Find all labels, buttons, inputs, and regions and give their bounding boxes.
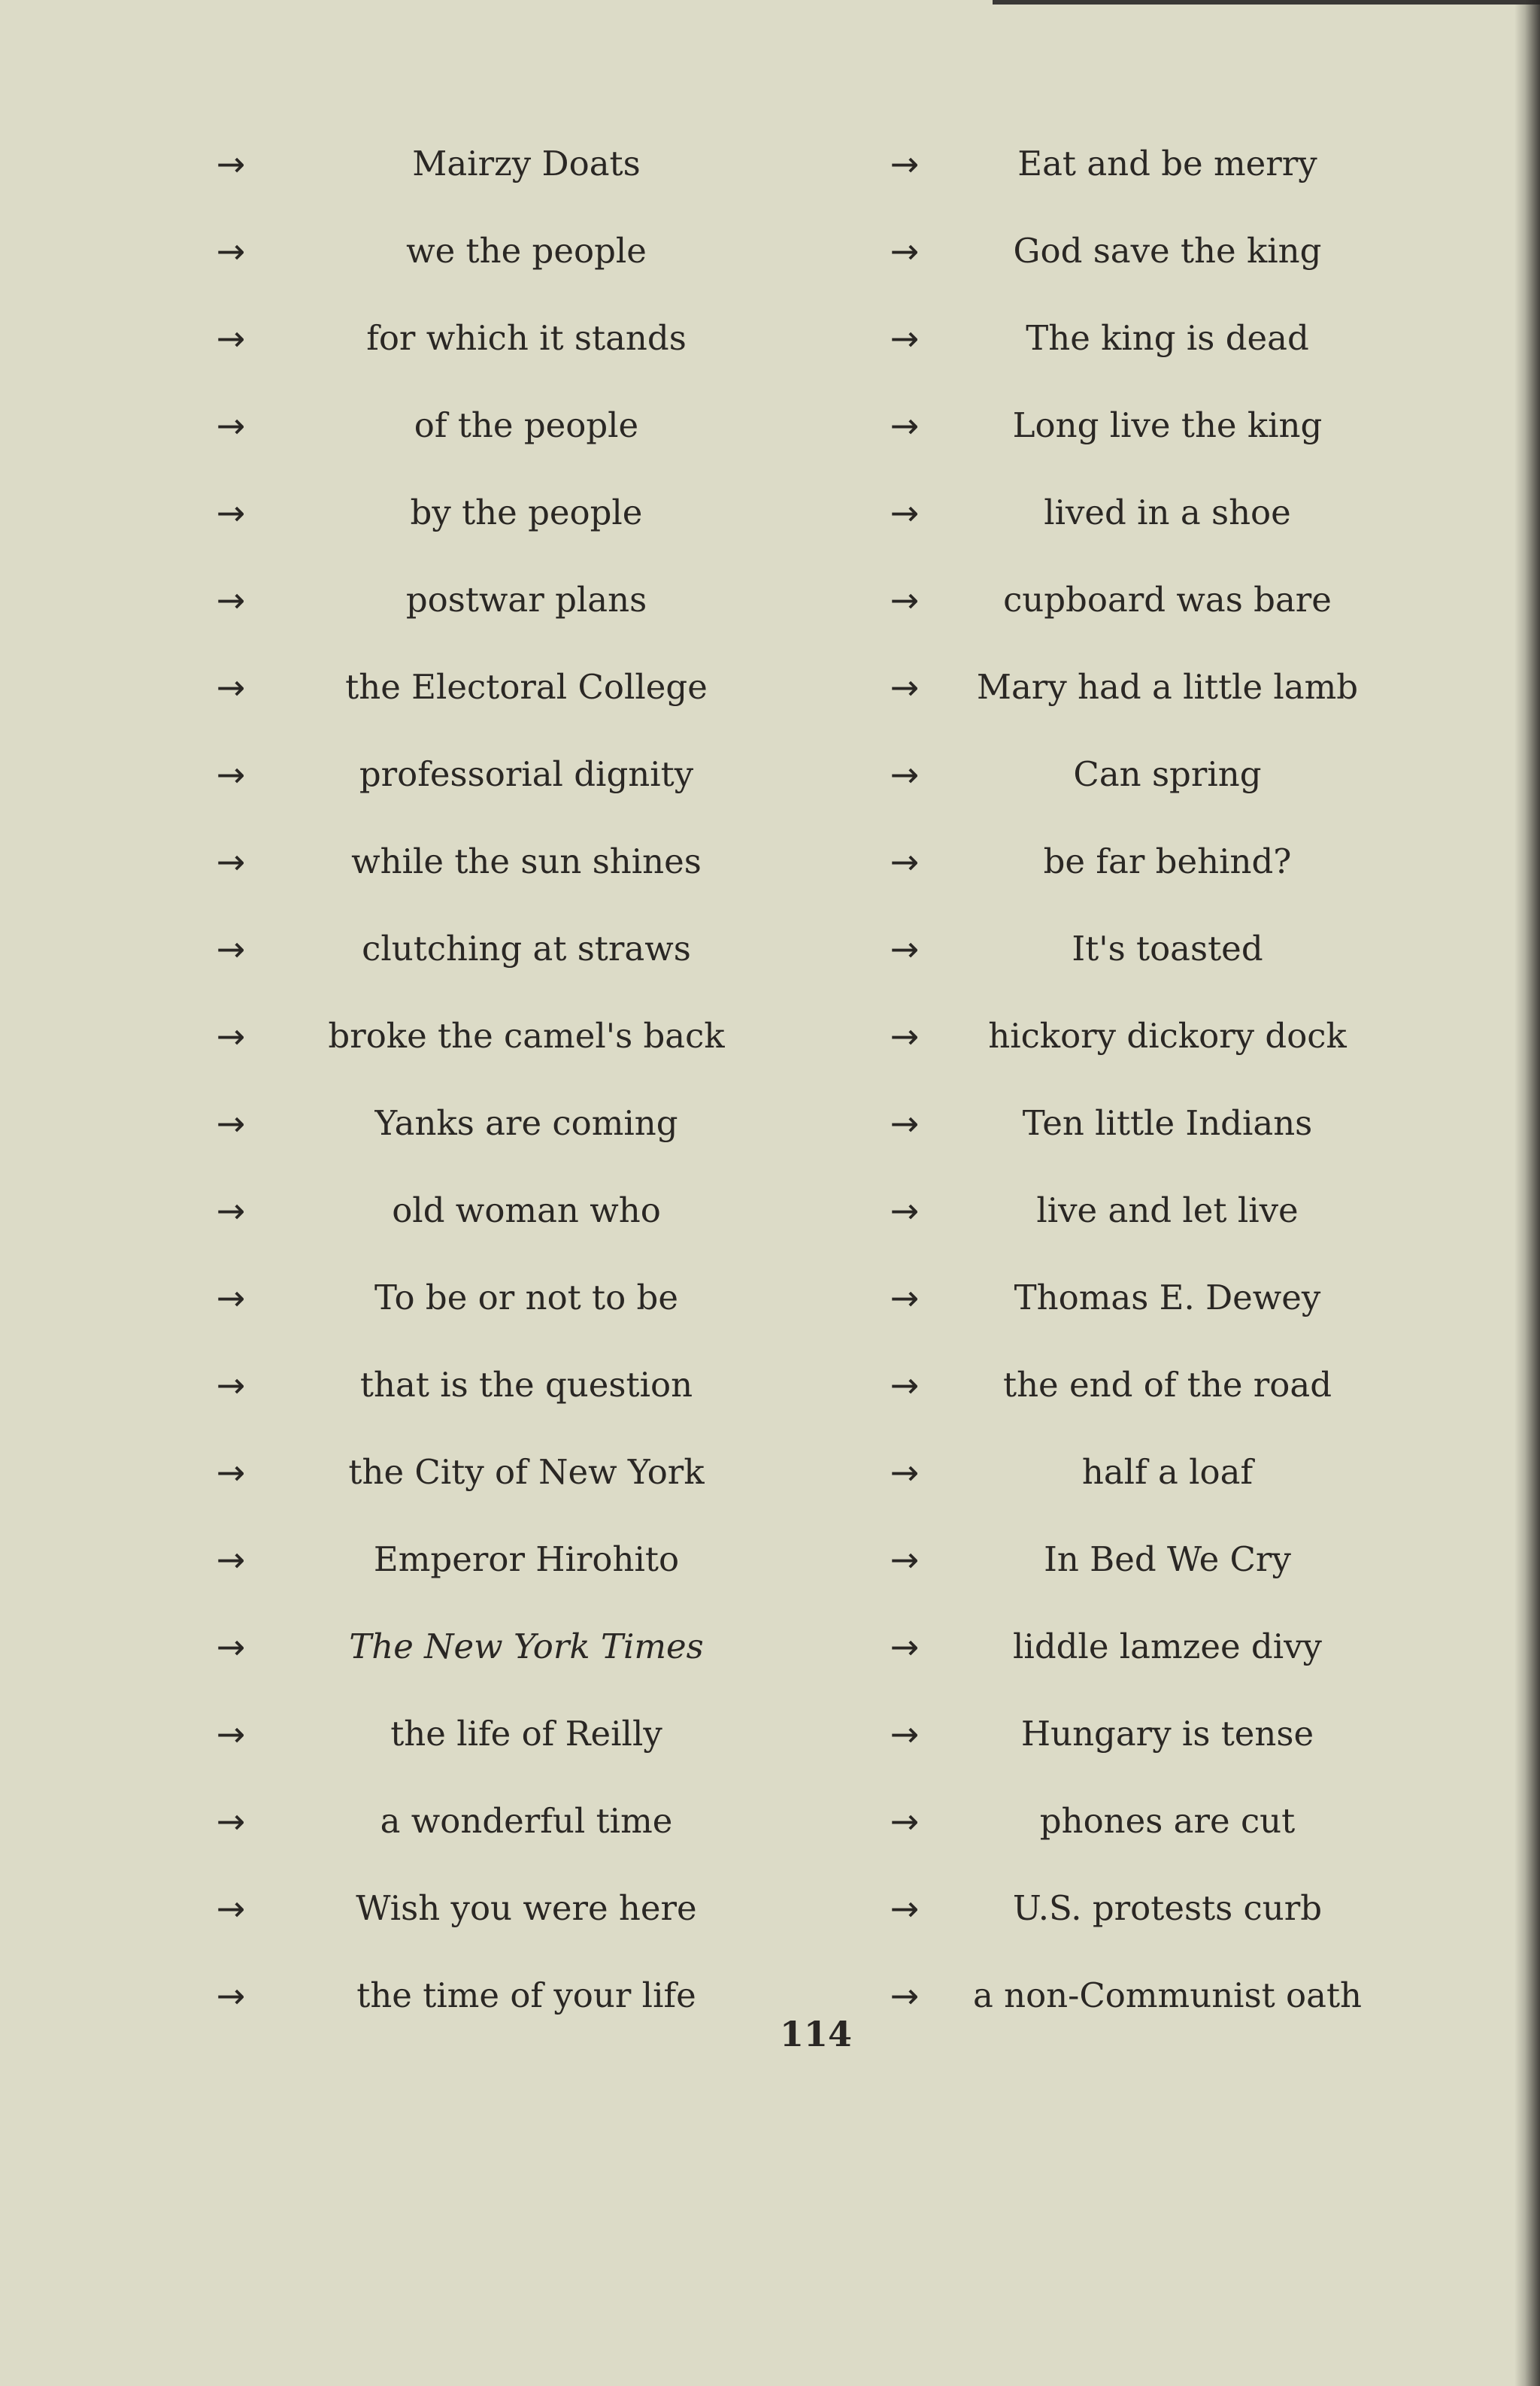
left-phrase: Yanks are coming (374, 1103, 678, 1143)
right-arrow-icon: → (216, 405, 246, 446)
left-phrase: a wonderful time (380, 1801, 673, 1841)
right-arrow-icon: → (890, 231, 920, 271)
phrase-row (0, 1888, 1540, 1951)
left-phrase: Emperor Hirohito (373, 1539, 680, 1579)
phrase-row (0, 405, 1540, 468)
right-arrow-icon: → (890, 318, 920, 359)
page-number: 114 (779, 2014, 853, 2054)
left-phrase: the Electoral College (345, 667, 708, 707)
phrase-row (0, 667, 1540, 730)
right-arrow-icon: → (216, 1627, 246, 1667)
right-arrow-icon: → (216, 1801, 246, 1842)
right-arrow-icon: → (216, 318, 246, 359)
left-phrase: Mairzy Doats (412, 144, 641, 183)
phrase-row (0, 1801, 1540, 1864)
right-phrase: the end of the road (1002, 1365, 1332, 1405)
left-phrase: To be or not to be (374, 1278, 678, 1317)
right-phrase: Thomas E. Dewey (1014, 1278, 1321, 1317)
phrase-row (0, 493, 1540, 556)
right-phrase: Can spring (1073, 754, 1262, 794)
right-arrow-icon: → (216, 231, 246, 271)
right-phrase: Long live the king (1012, 405, 1323, 445)
right-phrase: Eat and be merry (1017, 144, 1317, 183)
left-phrase: broke the camel's back (328, 1016, 725, 1056)
right-phrase: phones are cut (1039, 1801, 1296, 1841)
right-arrow-icon: → (890, 1103, 920, 1144)
phrase-row (0, 1714, 1540, 1777)
right-arrow-icon: → (890, 929, 920, 969)
right-arrow-icon: → (216, 1888, 246, 1929)
right-phrase: It's toasted (1072, 929, 1263, 969)
phrase-row (0, 1016, 1540, 1079)
left-phrase: the life of Reilly (390, 1714, 662, 1754)
phrase-row (0, 580, 1540, 643)
right-phrase: a non-Communist oath (972, 1975, 1363, 2015)
right-phrase: lived in a shoe (1044, 493, 1291, 532)
phrase-row (0, 1452, 1540, 1515)
right-phrase: Ten little Indians (1022, 1103, 1313, 1143)
right-arrow-icon: → (890, 1190, 920, 1231)
right-arrow-icon: → (216, 1190, 246, 1231)
phrase-row (0, 318, 1540, 381)
right-phrase: half a loaf (1081, 1452, 1254, 1492)
page-top-edge (993, 0, 1540, 5)
left-phrase: Wish you were here (356, 1888, 697, 1928)
right-arrow-icon: → (216, 1278, 246, 1318)
right-arrow-icon: → (216, 1452, 246, 1493)
left-phrase: old woman who (392, 1190, 661, 1230)
right-arrow-icon: → (890, 1016, 920, 1057)
right-arrow-icon: → (216, 754, 246, 795)
right-arrow-icon: → (890, 493, 920, 533)
right-arrow-icon: → (216, 144, 246, 184)
right-arrow-icon: → (890, 405, 920, 446)
phrase-row (0, 1190, 1540, 1254)
right-arrow-icon: → (890, 754, 920, 795)
phrase-row (0, 144, 1540, 207)
right-arrow-icon: → (890, 1714, 920, 1754)
left-phrase: professorial dignity (359, 754, 694, 794)
right-arrow-icon: → (890, 1278, 920, 1318)
right-arrow-icon: → (216, 1714, 246, 1754)
right-arrow-icon: → (890, 580, 920, 620)
right-phrase: U.S. protests curb (1012, 1888, 1323, 1928)
right-arrow-icon: → (216, 667, 246, 708)
left-phrase: that is the question (359, 1365, 693, 1405)
left-phrase: for which it stands (366, 318, 687, 358)
right-arrow-icon: → (890, 1452, 920, 1493)
right-arrow-icon: → (216, 1365, 246, 1405)
right-phrase: Hungary is tense (1020, 1714, 1314, 1754)
left-phrase: the City of New York (348, 1452, 705, 1492)
right-arrow-icon: → (890, 144, 920, 184)
right-phrase: be far behind? (1043, 841, 1292, 881)
right-arrow-icon: → (216, 493, 246, 533)
phrase-row (0, 754, 1540, 817)
right-phrase: cupboard was bare (1003, 580, 1332, 620)
right-arrow-icon: → (890, 841, 920, 882)
phrase-row (0, 1627, 1540, 1690)
right-arrow-icon: → (216, 841, 246, 882)
right-arrow-icon: → (216, 1016, 246, 1057)
right-arrow-icon: → (890, 1801, 920, 1842)
right-phrase: God save the king (1013, 231, 1322, 271)
left-phrase: The New York Times (349, 1627, 704, 1666)
right-arrow-icon: → (216, 580, 246, 620)
left-phrase: the time of your life (356, 1975, 696, 2015)
left-phrase: while the sun shines (351, 841, 702, 881)
right-arrow-icon: → (890, 1888, 920, 1929)
right-arrow-icon: → (890, 1627, 920, 1667)
phrase-row (0, 231, 1540, 294)
left-phrase: by the people (410, 493, 643, 532)
right-arrow-icon: → (890, 1539, 920, 1580)
left-phrase: clutching at straws (362, 929, 691, 969)
right-arrow-icon: → (890, 1975, 920, 2016)
right-phrase: Mary had a little lamb (976, 667, 1359, 707)
left-phrase: of the people (414, 405, 639, 445)
phrase-row (0, 1365, 1540, 1428)
right-arrow-icon: → (216, 1539, 246, 1580)
right-phrase: The king is dead (1026, 318, 1309, 358)
phrase-row (0, 1278, 1540, 1341)
phrase-row (0, 929, 1540, 992)
left-phrase: we the people (406, 231, 647, 271)
left-phrase: postwar plans (405, 580, 647, 620)
phrase-row (0, 1539, 1540, 1602)
right-arrow-icon: → (216, 1975, 246, 2016)
right-phrase: hickory dickory dock (988, 1016, 1347, 1056)
phrase-row (0, 841, 1540, 905)
right-arrow-icon: → (216, 1103, 246, 1144)
right-phrase: In Bed We Cry (1044, 1539, 1291, 1579)
right-arrow-icon: → (890, 667, 920, 708)
right-phrase: liddle lamzee divy (1013, 1627, 1322, 1666)
right-arrow-icon: → (890, 1365, 920, 1405)
right-phrase: live and let live (1036, 1190, 1299, 1230)
phrase-row (0, 1103, 1540, 1166)
right-arrow-icon: → (216, 929, 246, 969)
